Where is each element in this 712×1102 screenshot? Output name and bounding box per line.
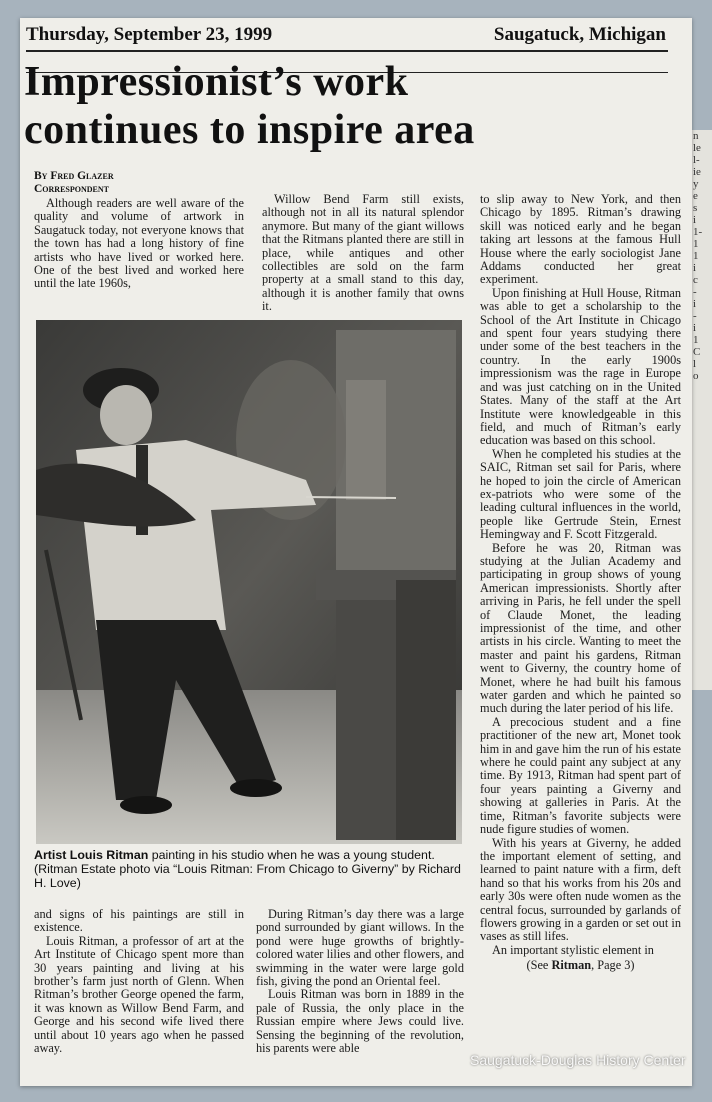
paragraph: and signs of his paintings are still in existence. (34, 907, 244, 935)
issue-date: Thursday, September 23, 1999 (26, 24, 273, 45)
paragraph: Before he was 20, Ritman was studying at the Julian Academy and participating in group shows of young American impressionists. Shortly after arriving in Paris, he fell under the spell of Claude Monet, the leading impressionist of the time, and other artists in his circle. Wanting to meet the master and paint his gardens, Ritman went to Giverny, the country home of Monet, where he had built his famous water garden and which he painted so much during the later period of his life. (480, 540, 681, 716)
caption-text: painting in his studio when he was a young student. (Ritman Estate photo via “Louis Ritman: From Chicago to Giverny” by Richard H. Love) (34, 848, 461, 890)
continuation-name: Ritman (551, 958, 592, 973)
column-2-top (262, 193, 464, 314)
continuation-suffix: , Page 3) (591, 958, 635, 973)
paragraph: to slip away to New York, and then Chicago by 1895. Ritman’s drawing skill was noticed early and he began taking art lessons at the famous Hull House where the early sociologist Jane Addams conducted her great experiment. (480, 192, 681, 287)
photo-caption (34, 848, 464, 890)
column-1-bottom (34, 908, 244, 1055)
paragraph: Willow Bend Farm still exists, although not in all its natural splendor anymore. But many of the giant willows that the Ritmans planted there are still in place, while antiques and other collectibles are sold on the farm property at a small stand to this day, although it is another family that owns it. (262, 192, 464, 314)
fragment-glyph: y (693, 178, 699, 190)
fragment-glyph: c (693, 274, 698, 286)
paragraph: Louis Ritman was born in 1889 in the pale of Russia, the only place in the Russian empire where Jews could live. Sensing the beginning of the revolution, his parents were able (256, 987, 464, 1056)
paragraph: Although readers are well aware of the quality and volume of artwork in Saugatuck today, not everyone knows that the town has had a long history of fine artists who have lived or worked here. One of the best lived and worked here until the late 1960s, (34, 196, 244, 291)
fragment-glyph: i (693, 298, 697, 310)
studio-photo (36, 320, 462, 844)
continuation-line (480, 959, 681, 972)
caption-subject: Artist Louis Ritman (34, 848, 149, 862)
fragment-glyph: i (693, 214, 697, 226)
byline-author: By Fred Glazer (34, 170, 114, 182)
fragment-glyph: l (693, 358, 697, 370)
fragment-glyph: ie (693, 166, 701, 178)
paragraph: During Ritman’s day there was a large pond surrounded by giant willows. In the pond were huge growths of brightly-colored water lilies and other flowers, and swimming in the water were large gold fish, giving the pond an Oriental feel. (256, 907, 464, 989)
column-2-bottom (256, 908, 464, 1055)
continuation-prefix: (See (526, 958, 552, 973)
headline (24, 58, 674, 154)
column-3 (480, 193, 681, 973)
paragraph: A precocious student and a fine practitioner of the new art, Monet took him in and gave him the run of his estate where he could paint any subject at any time. By 1913, Ritman had spent part of four years painting a Giverny and showing at galleries in Paris. At the time, Ritman’s favorite subjects were nude figure studies of women. (480, 714, 681, 837)
fragment-glyph: 1- (693, 226, 703, 238)
fragment-glyph: i (693, 262, 697, 274)
column-1-top (34, 197, 244, 291)
paragraph: Upon finishing at Hull House, Ritman was able to get a scholarship to the School of the Art Institute in Chicago and spent four years studying there under some of the best teachers in the country. In the early 1900s impressionism was the rage in Europe and was just catching on in the United States. Many of the staff at the Art Institute were knowledgeable in this field, and much of Ritman’s early education was based on this school. (480, 285, 681, 448)
fragment-glyph: l- (693, 154, 700, 166)
masthead (26, 24, 666, 46)
headline-line-1: Impressionist’s work (24, 59, 409, 105)
fragment-glyph: s (693, 202, 698, 214)
fragment-glyph: le (693, 142, 701, 154)
fragment-glyph: - (693, 310, 697, 322)
archive-watermark: Saugatuck-Douglas History Center (470, 1052, 686, 1068)
fragment-glyph: o (693, 370, 699, 382)
byline-role: Correspondent (34, 183, 109, 195)
fragment-glyph: 1 (693, 250, 699, 262)
fragment-glyph: - (693, 286, 697, 298)
fragment-glyph: i (693, 322, 697, 334)
adjacent-clipping-fragment (690, 130, 712, 690)
fragment-glyph: e (693, 190, 698, 202)
issue-place: Saugatuck, Michigan (493, 24, 666, 45)
fragment-glyph: 1 (693, 238, 699, 250)
headline-line-2: continues to inspire area (24, 107, 475, 153)
paragraph: An important stylistic element in (492, 942, 654, 957)
fragment-glyph: n (693, 130, 699, 142)
paragraph: With his years at Giverny, he added the important element of setting, and learned to paint nature with a firm, deft hand so that his works from his 20s and early 30s were often nude women as the central focus, surrounded by garlands of flowers growing in a garden or set out in vases as still lifes. (480, 835, 681, 944)
paragraph: When he completed his studies at the SAIC, Ritman set sail for Paris, where he hoped to join the circle of American ex-patriots who were some of the leading cultural influences in the world, people like Gertrude Stein, Ernest Hemingway and F. Scott Fitzgerald. (480, 446, 681, 542)
byline (34, 170, 114, 196)
studio-photo-image (36, 320, 462, 844)
paragraph: Louis Ritman, a professor of art at the Art Institute of Chicago spent more than 30 years painting and living at his brother’s farm just north of Glenn. When Ritman’s brother George opened the farm, it was known as Willow Bend Farm, and George and his second wife lived there until about 10 years ago when he passed away. (34, 933, 244, 1056)
masthead-rule (26, 50, 668, 52)
fragment-glyph: C (693, 346, 701, 358)
fragment-glyph: 1 (693, 334, 699, 346)
